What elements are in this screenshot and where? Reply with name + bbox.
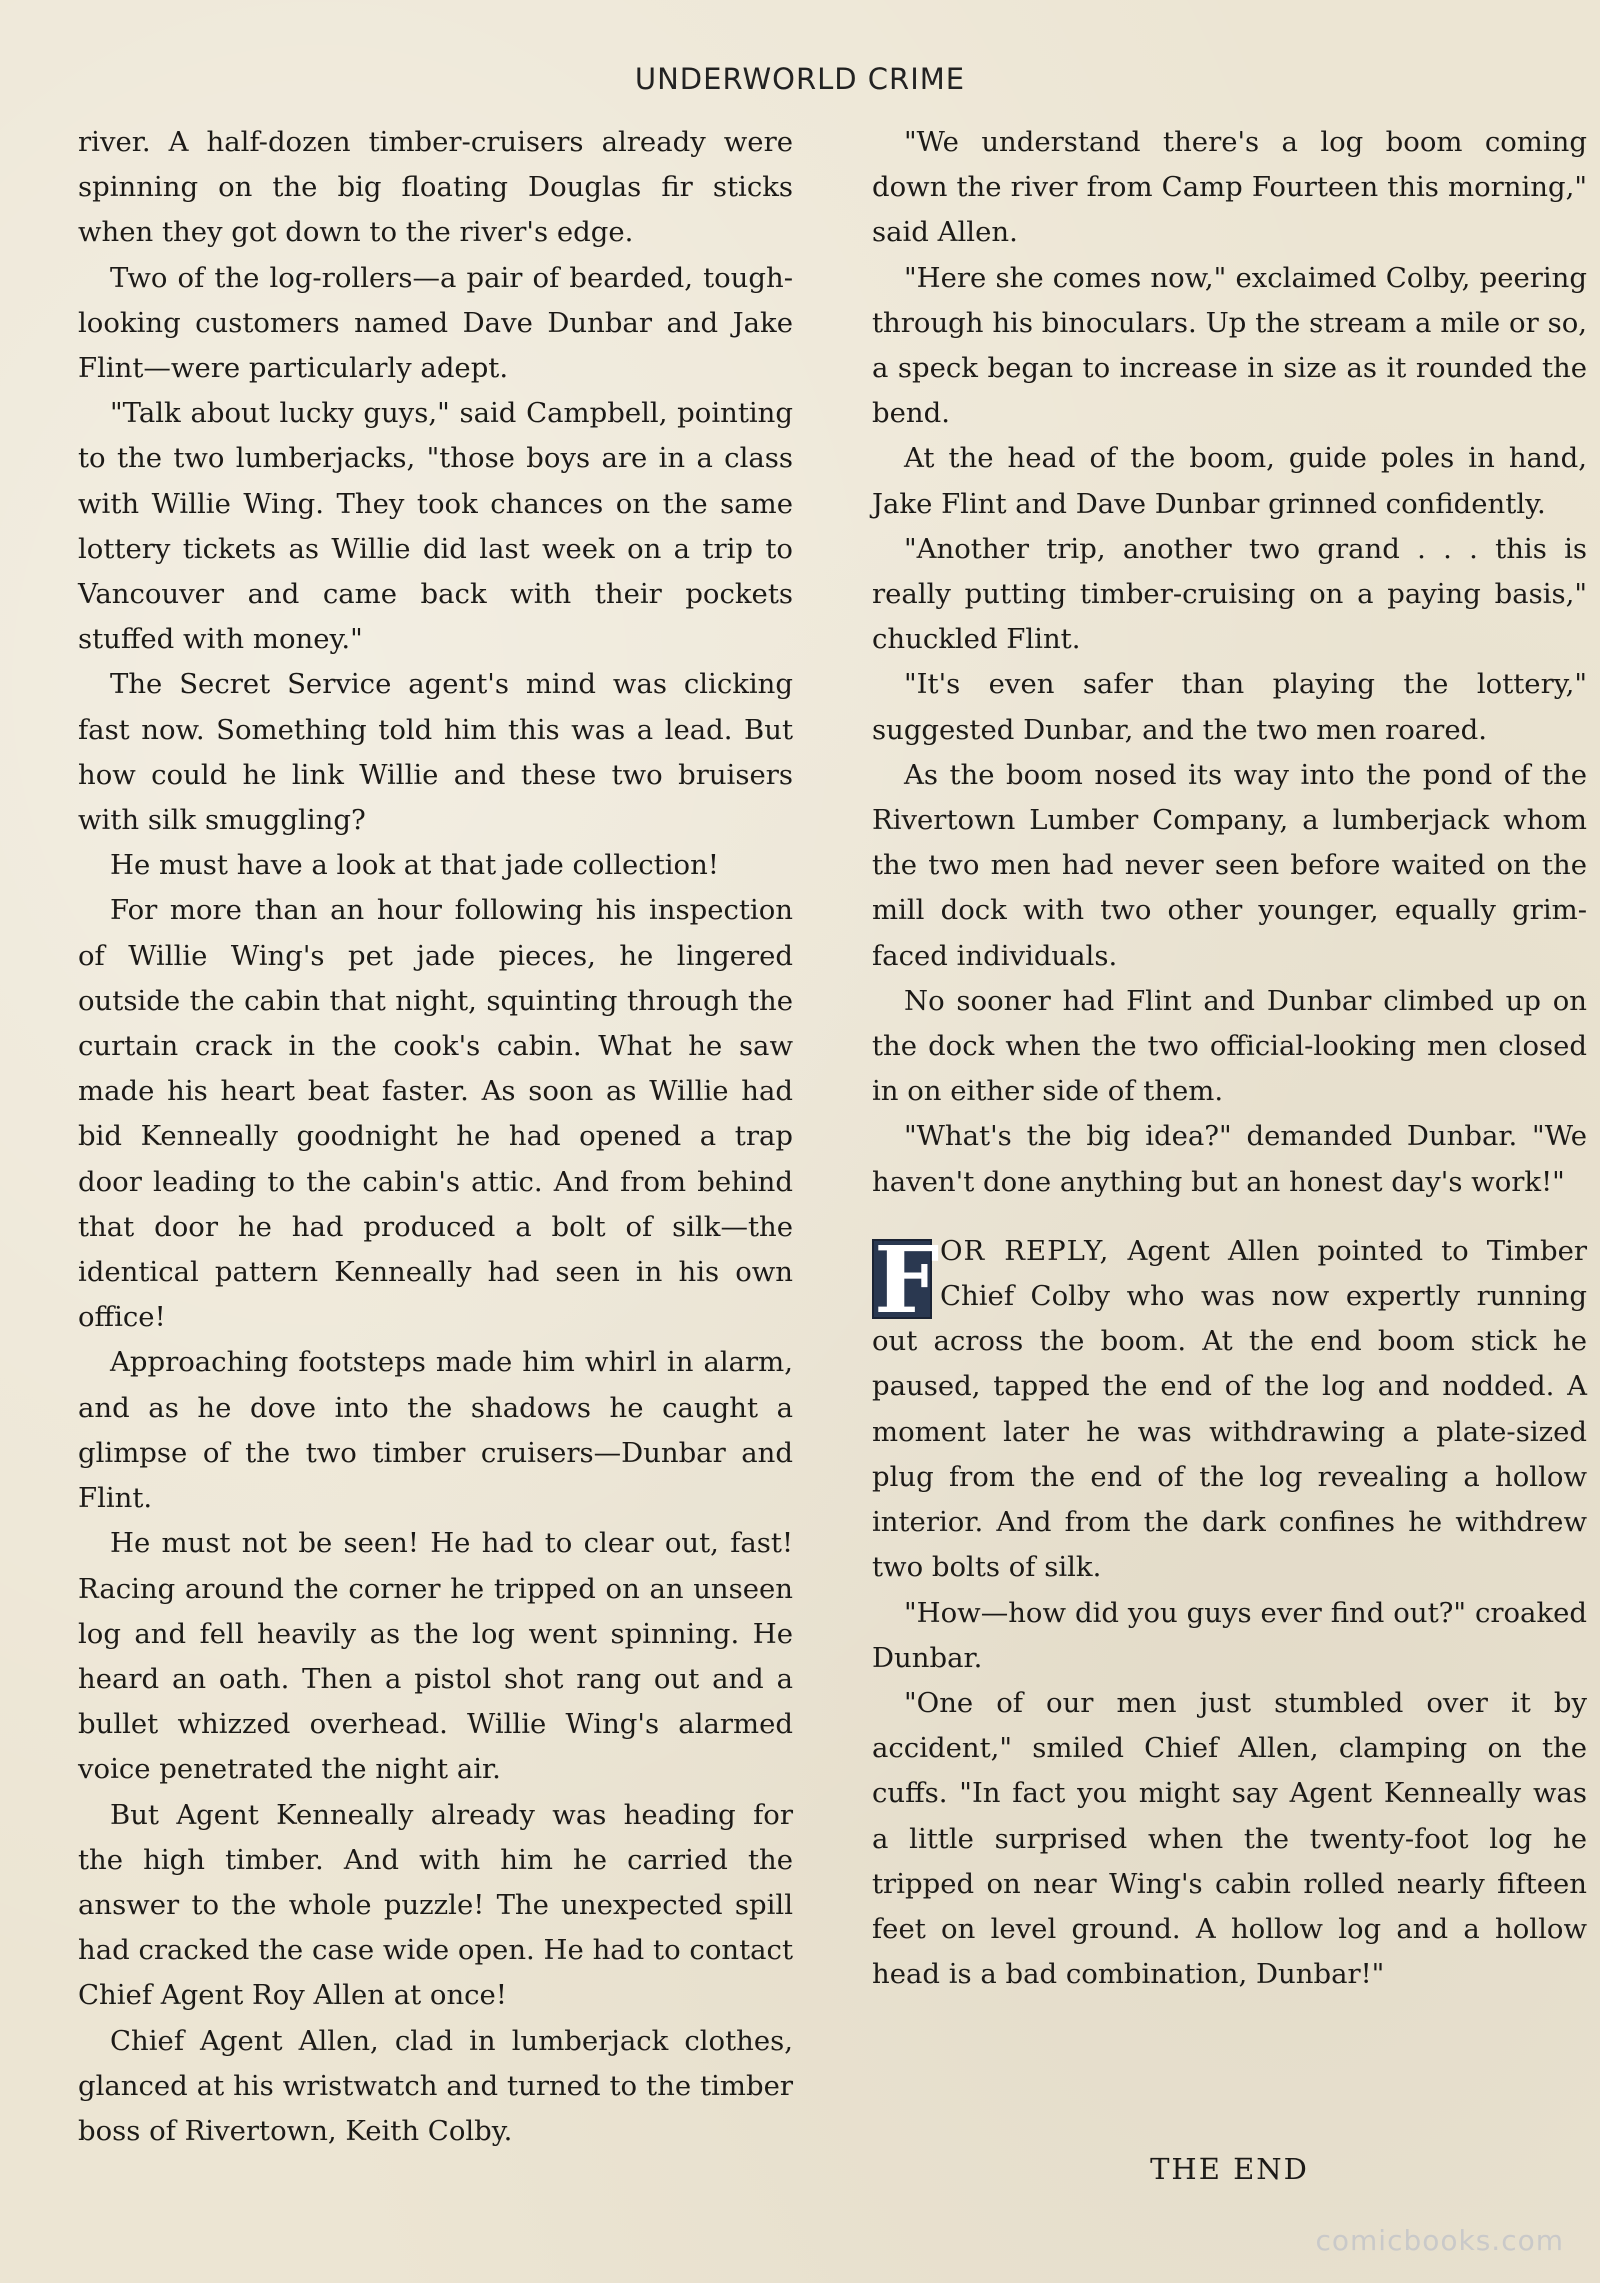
dropcap-paragraph [872, 1225, 1587, 1591]
left-column [78, 120, 793, 2154]
paragraph: "It's even safer than playing the lottery," suggested Dunbar, and the two men roared. [872, 668, 1587, 746]
paragraph: river. A half-dozen timber-cruisers already were spinning on the big floating Douglas fir sticks when they got down to the river's edge. [78, 126, 793, 249]
paragraph: "Talk about lucky guys," said Campbell, pointing to the two lumberjacks, "those boys are in a class with Willie Wing. They took chances on the same lottery tickets as Willie did last week on a trip to Vancouver and came back with their pockets stuffed with money." [78, 397, 793, 656]
paragraph: For more than an hour following his inspection of Willie Wing's pet jade pieces, he lingered outside the cabin that night, squinting through the curtain crack in the cook's cabin. What he saw made his heart beat faster. As soon as Willie had bid Kenneally goodnight he had opened a trap door leading to the cabin's attic. And from behind that door he had produced a bolt of silk—the identical pattern Kenneally had seen in his own office! [78, 894, 793, 1334]
paragraph: He must have a look at that jade collection! [110, 849, 719, 882]
paragraph: But Agent Kenneally already was heading for the high timber. And with him he carried the answer to the whole puzzle! The unexpected spill had cracked the case wide open. He had to contact Chief Agent Roy Allen at once! [78, 1798, 793, 2012]
right-column [872, 120, 1587, 1997]
paragraph: "One of our men just stumbled over it by accident," smiled Chief Allen, clamping on the cuffs. "In fact you might say Agent Kenneally was a little surprised when the twenty-foot log he tripped on near Wing's cabin rolled nearly fifteen feet on level ground. A hollow log and a hollow head is a bad combination, Dunbar!" [872, 1686, 1587, 1991]
drop-cap: F [874, 1225, 940, 1334]
paragraph: Chief Agent Allen, clad in lumberjack clothes, glanced at his wristwatch and turned to the timber boss of Rivertown, Keith Colby. [78, 2024, 793, 2147]
paragraph: "Here she comes now," exclaimed Colby, peering through his binoculars. Up the stream a mile or so, a speck began to increase in size as it rounded the bend. [872, 261, 1587, 430]
paragraph: At the head of the boom, guide poles in hand, Jake Flint and Dave Dunbar grinned confidently. [872, 442, 1587, 520]
paragraph: "How—how did you guys ever find out?" croaked Dunbar. [872, 1596, 1587, 1674]
paragraph: Two of the log-rollers—a pair of bearded, tough-looking customers named Dave Dunbar and Jake Flint—were particularly adept. [78, 261, 793, 385]
the-end: THE END [1150, 2152, 1309, 2186]
paragraph: "Another trip, another two grand . . . this is really putting timber-cruising on a paying basis," chuckled Flint. [872, 532, 1587, 656]
running-head: UNDERWORLD CRIME [634, 62, 966, 96]
paragraph: Approaching footsteps made him whirl in alarm, and as he dove into the shadows he caught a glimpse of the two timber cruisers—Dunbar and Flint. [78, 1346, 793, 1515]
lead-in: OR REPLY, [940, 1234, 1110, 1267]
paragraph: The Secret Service agent's mind was clicking fast now. Something told him this was a lead. But how could he link Willie and these two bruisers with silk smuggling? [78, 668, 793, 837]
paragraph: "We understand there's a log boom coming down the river from Camp Fourteen this morning," said Allen. [872, 126, 1587, 249]
paragraph: He must not be seen! He had to clear out, fast! Racing around the corner he tripped on an unseen log and fell heavily as the log went spinning. He heard an oath. Then a pistol shot rang out and a bullet whizzed overhead. Willie Wing's alarmed voice penetrated the night air. [78, 1527, 793, 1786]
paragraph: As the boom nosed its way into the pond of the Rivertown Lumber Company, a lumberjack whom the two men had never seen before waited on the mill dock with two other younger, equally grim-faced individuals. [872, 758, 1587, 972]
watermark: comicbooks.com [1315, 2224, 1564, 2257]
dropcap-body: Agent Allen pointed to Timber Chief Colby who was now expertly running out across the boom. At the end boom stick he paused, tapped the end of the log and nodded. A moment later he was withdrawing a plate-sized plug from the end of the log revealing a hollow interior. And from the dark confines he withdrew two bolts of silk. [872, 1234, 1587, 1584]
paragraph: No sooner had Flint and Dunbar climbed up on the dock when the two official-looking men closed in on either side of them. [872, 984, 1587, 1108]
paragraph: "What's the big idea?" demanded Dunbar. "We haven't done anything but an honest day's work!" [872, 1120, 1587, 1198]
